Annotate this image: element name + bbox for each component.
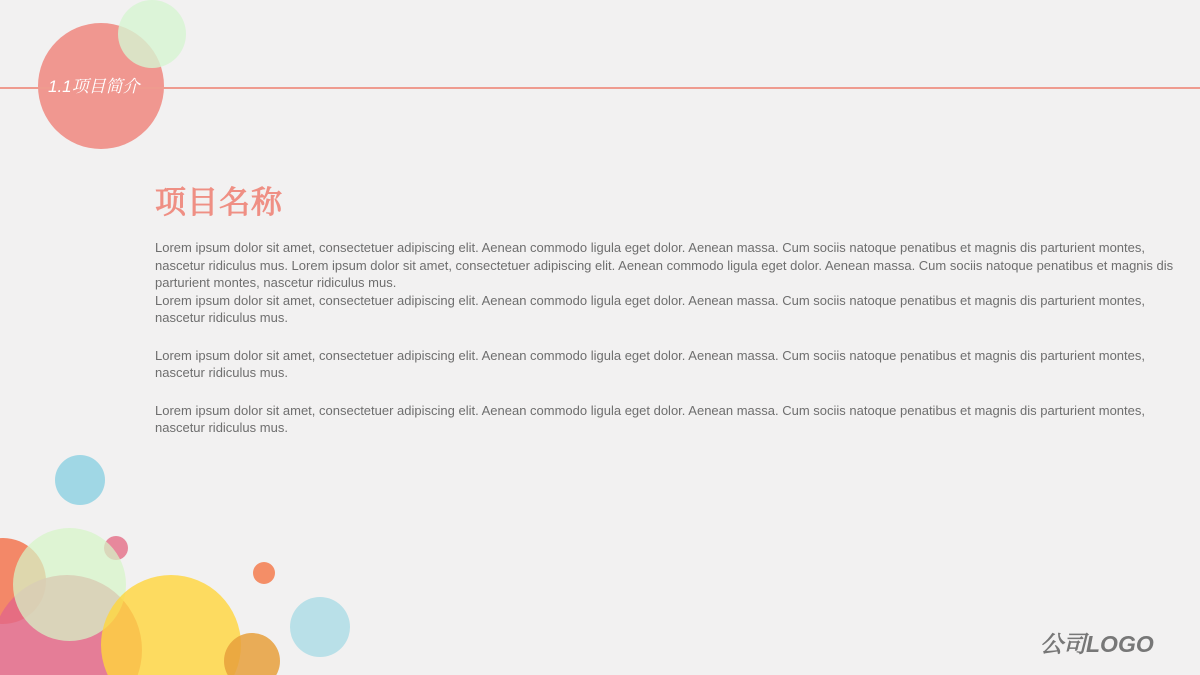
body-paragraph: Lorem ipsum dolor sit amet, consectetuer adipiscing elit. Aenean commodo ligula eget dolor. Aenean massa. Cum sociis natoque penatibus et magnis dis parturient montes, nascetur ridiculus mus. <box>155 402 1145 435</box>
bubble-orange-mid <box>224 633 280 675</box>
bubble-orange-tiny <box>253 562 275 584</box>
body-paragraph: Lorem ipsum dolor sit amet, consectetuer adipiscing elit. Aenean commodo ligula eget dolor. Aenean massa. Cum sociis natoque penatibus et magnis dis parturient montes, nascetur ridiculus mus. Lorem ipsum dolor sit amet, consectetuer adipiscing elit. Aenean commodo ligula eget dolor. Aenean massa. Cum sociis natoque penatibus et magnis dis parturient montes, nascetur ridiculus mus. <box>155 240 1174 290</box>
company-logo: 公司LOGO <box>1040 631 1154 657</box>
body-paragraph: Lorem ipsum dolor sit amet, consectetuer adipiscing elit. Aenean commodo ligula eget dolor. Aenean massa. Cum sociis natoque penatibus et magnis dis parturient montes, nascetur ridiculus mus. <box>155 347 1145 380</box>
bubble-teal <box>290 597 350 657</box>
body-paragraph: Lorem ipsum dolor sit amet, consectetuer adipiscing elit. Aenean commodo ligula eget dolor. Aenean massa. Cum sociis natoque penatibus et magnis dis parturient montes, nascetur ridiculus mus. <box>155 292 1145 325</box>
section-label: 1.1项目简介 <box>48 77 140 96</box>
header-divider <box>0 87 1200 89</box>
body-text <box>155 239 1179 437</box>
section-badge-overlay-circle <box>118 0 186 68</box>
project-title: 项目名称 <box>155 185 283 220</box>
bubble-blue-small <box>55 455 105 505</box>
